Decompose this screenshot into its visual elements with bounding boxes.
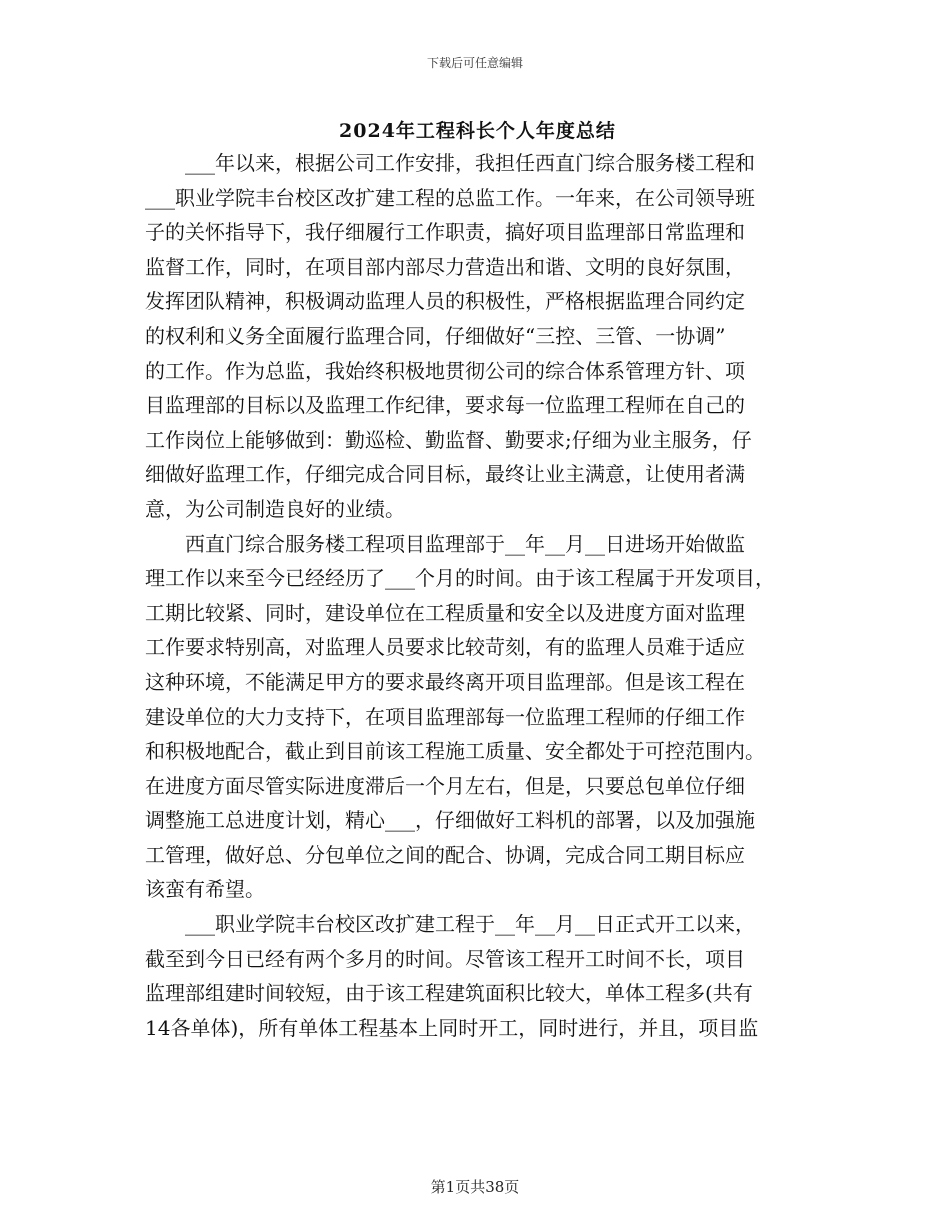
body-line: 意，为公司制造良好的业绩。 — [145, 496, 405, 521]
body-line: 工作岗位上能够做到：勤巡检、勤监督、勤要求;仔细为业主服务，仔 — [145, 427, 752, 452]
body-line: 在进度方面尽管实际进度滞后一个月左右，但是，只要总包单位仔细 — [145, 773, 745, 798]
body-line: ___年以来，根据公司工作安排，我担任西直门综合服务楼工程和 — [185, 151, 755, 175]
body-line: 监理部组建时间较短，由于该工程建筑面积比较大，单体工程多(共有 — [145, 981, 753, 1006]
body-line: 这种环境，不能满足甲方的要求最终离开项目监理部。但是该工程在 — [145, 669, 745, 694]
body-line: 西直门综合服务楼工程项目监理部于__年__月__日进场开始做监 — [185, 531, 745, 556]
body-line: 监督工作，同时，在项目部内部尽力营造出和谐、文明的良好氛围， — [145, 254, 745, 279]
body-line: 工作要求特别高，对监理人员要求比较苛刻，有的监理人员难于适应 — [145, 635, 745, 660]
body-line: 的权利和义务全面履行监理合同，仔细做好“三控、三管、一协调” — [145, 323, 726, 348]
body-line: 调整施工总进度计划，精心___，仔细做好工料机的部署，以及加强施 — [145, 808, 755, 833]
body-line: 截至到今日已经有两个多月的时间。尽管该工程开工时间不长，项目 — [145, 946, 745, 971]
body-line: ___职业学院丰台校区改扩建工程的总监工作。一年来，在公司领导班 — [145, 185, 755, 210]
body-line: 细做好监理工作，仔细完成合同目标，最终让业主满意，让使用者满 — [145, 462, 745, 487]
body-line: 工管理，做好总、分包单位之间的配合、协调，完成合同工期目标应 — [145, 842, 745, 867]
body-line: 该蛮有希望。 — [145, 877, 265, 902]
body-line: 工期比较紧、同时，建设单位在工程质量和安全以及进度方面对监理 — [145, 600, 745, 625]
body-line: 发挥团队精神，积极调动监理人员的积极性，严格根据监理合同约定 — [145, 289, 745, 314]
document-title: 2024年工程科长个人年度总结 — [339, 120, 616, 142]
body-line: 子的关怀指导下，我仔细履行工作职责，搞好项目监理部日常监理和 — [145, 220, 745, 245]
page-footer: 第1页共38页 — [430, 1178, 520, 1196]
body-line: 目监理部的目标以及监理工作纪律，要求每一位监理工程师在自己的 — [145, 393, 745, 418]
body-line: ___职业学院丰台校区改扩建工程于__年__月__日正式开工以来， — [185, 912, 755, 937]
document-body — [145, 146, 810, 1045]
body-line: 的工作。作为总监，我始终积极地贯彻公司的综合体系管理方针、项 — [145, 358, 745, 383]
body-line: 理工作以来至今已经经历了___个月的时间。由于该工程属于开发项目， — [145, 566, 775, 591]
body-line: 建设单位的大力支持下，在项目监理部每一位监理工程师的仔细工作 — [145, 704, 745, 729]
page-header: 下载后可任意编辑 — [426, 56, 523, 70]
body-line: 14各单体)，所有单体工程基本上同时开工，同时进行，并且，项目监 — [145, 1015, 759, 1040]
body-line: 和积极地配合，截止到目前该工程施工质量、安全都处于可控范围内。 — [145, 739, 765, 764]
